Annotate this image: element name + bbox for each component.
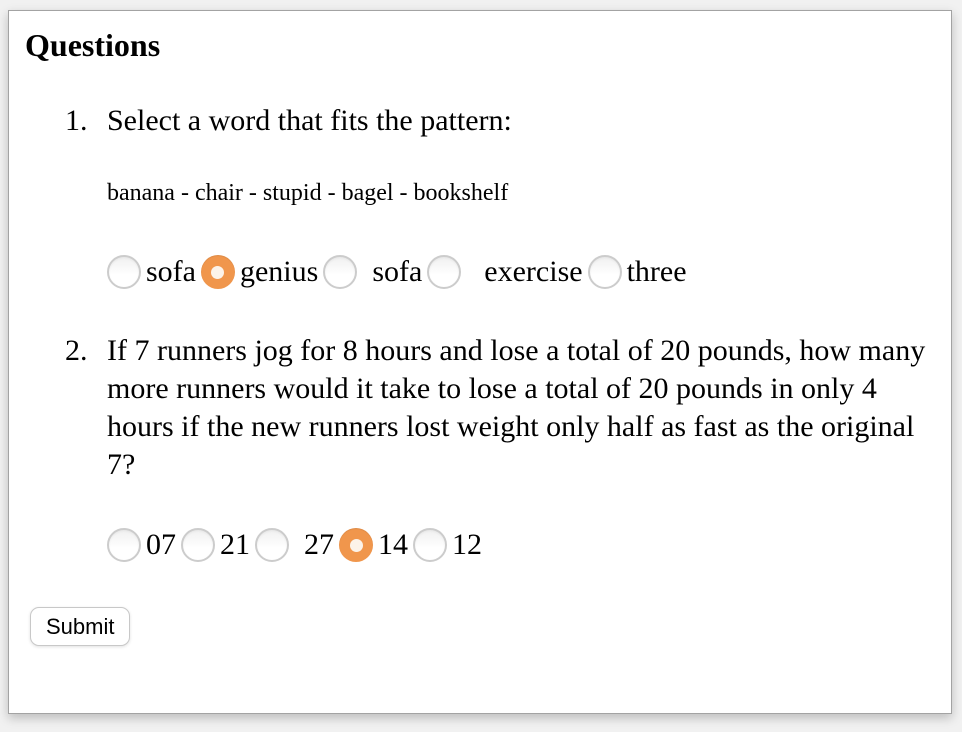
question-2 bbox=[9, 332, 951, 562]
q1-option-1 bbox=[107, 255, 196, 289]
q2-option-1-label: 07 bbox=[146, 528, 176, 562]
question-1-number: 1. bbox=[65, 104, 88, 138]
radio-q1-opt5[interactable] bbox=[588, 255, 622, 289]
radio-q1-opt2[interactable] bbox=[201, 255, 235, 289]
q2-option-2-label: 21 bbox=[220, 528, 250, 562]
q1-option-5-label: three bbox=[626, 255, 687, 289]
q1-option-4 bbox=[427, 255, 582, 289]
submit-button[interactable]: Submit bbox=[30, 607, 130, 646]
q2-option-5-label: 12 bbox=[452, 528, 482, 562]
q1-option-3-label: sofa bbox=[372, 255, 423, 289]
question-2-text: If 7 runners jog for 8 hours and lose a total of 20 pounds, how many more runners would it take to lose a total of 20 pounds in only 4 hours if the new runners lost weight only half as fast as the original 7? bbox=[107, 334, 926, 482]
question-2-number: 2. bbox=[65, 334, 88, 368]
radio-q2-opt3[interactable] bbox=[255, 528, 289, 562]
question-1-text: Select a word that fits the pattern: bbox=[107, 104, 512, 138]
question-2-options bbox=[107, 528, 939, 562]
question-1-pattern: banana - chair - stupid - bagel - bookshelf bbox=[107, 180, 509, 207]
radio-q1-opt3[interactable] bbox=[323, 255, 357, 289]
question-1 bbox=[9, 102, 951, 289]
q2-option-5 bbox=[413, 528, 482, 562]
question-list bbox=[9, 102, 951, 562]
radio-q2-opt1[interactable] bbox=[107, 528, 141, 562]
q2-option-1 bbox=[107, 528, 176, 562]
radio-q1-opt1[interactable] bbox=[107, 255, 141, 289]
radio-q2-opt2[interactable] bbox=[181, 528, 215, 562]
q2-option-3-label: 27 bbox=[304, 528, 334, 562]
questions-card bbox=[8, 10, 952, 714]
page-title: Questions bbox=[25, 27, 161, 63]
radio-q2-opt5[interactable] bbox=[413, 528, 447, 562]
q1-option-2-label: genius bbox=[239, 255, 319, 289]
q1-option-5 bbox=[588, 255, 687, 289]
q1-option-3 bbox=[323, 255, 422, 289]
q1-option-4-label: exercise bbox=[484, 255, 583, 289]
q1-option-1-label: sofa bbox=[146, 255, 196, 289]
q1-option-2 bbox=[201, 255, 318, 289]
radio-q1-opt4[interactable] bbox=[427, 255, 461, 289]
q2-option-2 bbox=[181, 528, 250, 562]
q2-option-4 bbox=[339, 528, 408, 562]
q2-option-4-label: 14 bbox=[378, 528, 408, 562]
q2-option-3 bbox=[255, 528, 334, 562]
radio-q2-opt4[interactable] bbox=[339, 528, 373, 562]
question-1-options bbox=[107, 255, 692, 289]
